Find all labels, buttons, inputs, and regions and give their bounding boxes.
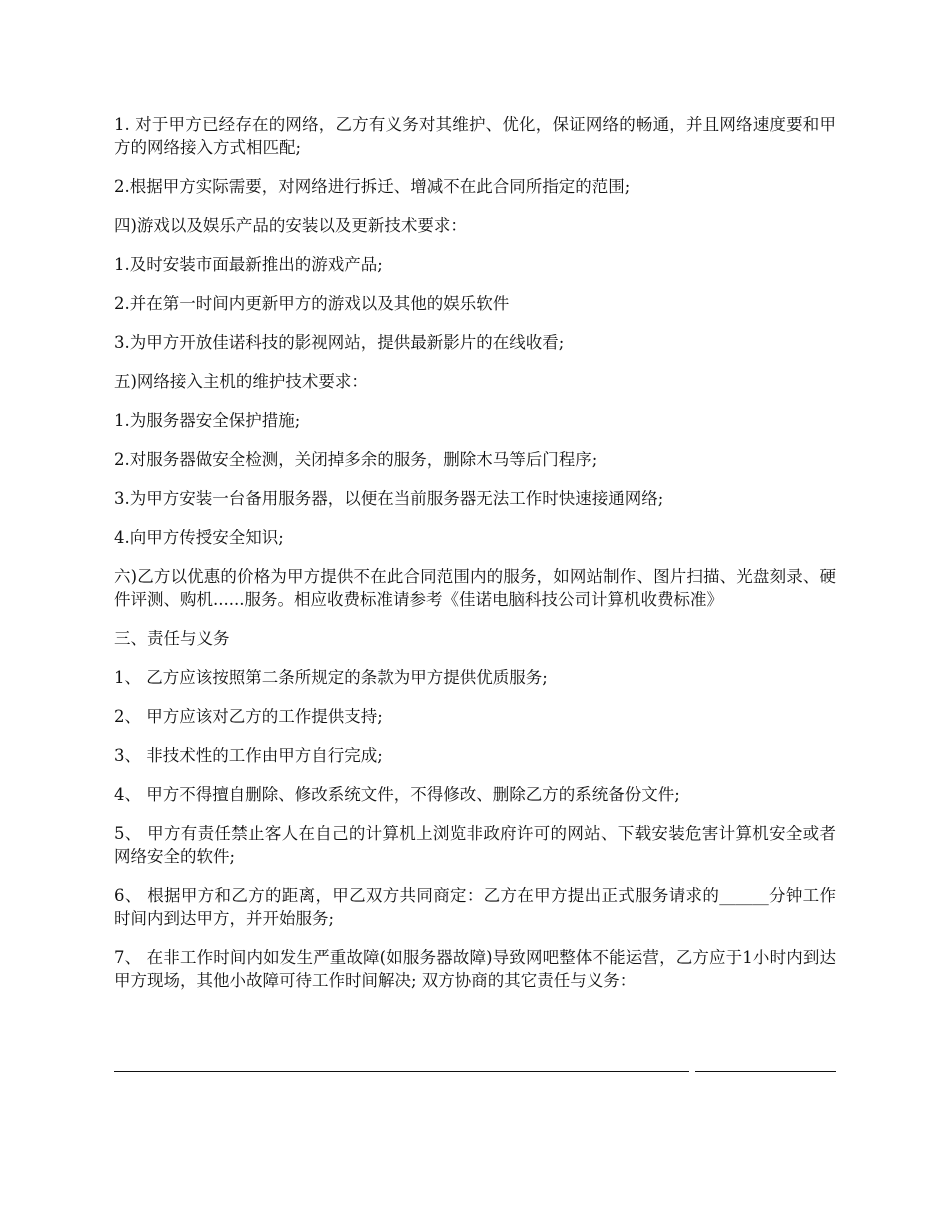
- fill-in-line-long: [114, 1071, 689, 1072]
- clause-5: 5、 甲方有责任禁止客人在自己的计算机上浏览非政府许可的网站、下载安装危害计算机安全或者网络安全的软件;: [114, 824, 836, 866]
- clause-7: 7、 在非工作时间内如发生严重故障(如服务器故障)导致网吧整体不能运营，乙方应于1小时内到达甲方现场，其他小故障可待工作时间解决; 双方协商的其它责任与义务：: [114, 948, 836, 990]
- fill-in-line-short: [695, 1071, 836, 1072]
- section-heading-responsibilities: 三、责任与义务: [114, 629, 230, 648]
- paragraph-security-knowledge: 4.向甲方传授安全知识;: [114, 528, 284, 547]
- clause-6: 6、 根据甲方和乙方的距离，甲乙双方共同商定：乙方在甲方提出正式服务请求的______分钟工作时间内到达甲方，并开始服务;: [114, 886, 836, 928]
- clause-1: 1、 乙方应该按照第二条所规定的条款为甲方提供优质服务;: [114, 668, 548, 687]
- section-heading-discount-services: 六)乙方以优惠的价格为甲方提供不在此合同范围内的服务，如网站制作、图片扫描、光盘刻录、硬件评测、购机......服务。相应收费标准请参考《佳诺电脑科技公司计算机收费标准》: [114, 567, 836, 609]
- paragraph-backup-server: 3.为甲方安装一台备用服务器，以便在当前服务器无法工作时快速接通网络;: [114, 489, 664, 508]
- clause-3: 3、 非技术性的工作由甲方自行完成;: [114, 746, 383, 765]
- paragraph-network-maintenance: 1. 对于甲方已经存在的网络，乙方有义务对其维护、优化，保证网络的畅通，并且网络速度要和甲方的网络接入方式相匹配;: [114, 115, 836, 157]
- paragraph-install-games: 1.及时安装市面最新推出的游戏产品;: [114, 255, 383, 274]
- paragraph-network-relocation: 2.根据甲方实际需要，对网络进行拆迁、增减不在此合同所指定的范围;: [114, 177, 631, 196]
- clause-4: 4、 甲方不得擅自删除、修改系统文件，不得修改、删除乙方的系统备份文件;: [114, 785, 680, 804]
- paragraph-update-software: 2.并在第一时间内更新甲方的游戏以及其他的娱乐软件: [114, 294, 510, 313]
- clause-2: 2、 甲方应该对乙方的工作提供支持;: [114, 707, 383, 726]
- fill-in-lines: [114, 1071, 836, 1073]
- section-heading-games: 四)游戏以及娱乐产品的安装以及更新技术要求：: [114, 216, 467, 235]
- paragraph-security-check: 2.对服务器做安全检测，关闭掉多余的服务，删除木马等后门程序;: [114, 450, 598, 469]
- document-body: [114, 113, 836, 1008]
- paragraph-video-site: 3.为甲方开放佳诺科技的影视网站，提供最新影片的在线收看;: [114, 333, 565, 352]
- section-heading-host-maintenance: 五)网络接入主机的维护技术要求：: [114, 372, 368, 391]
- paragraph-server-protection: 1.为服务器安全保护措施;: [114, 411, 301, 430]
